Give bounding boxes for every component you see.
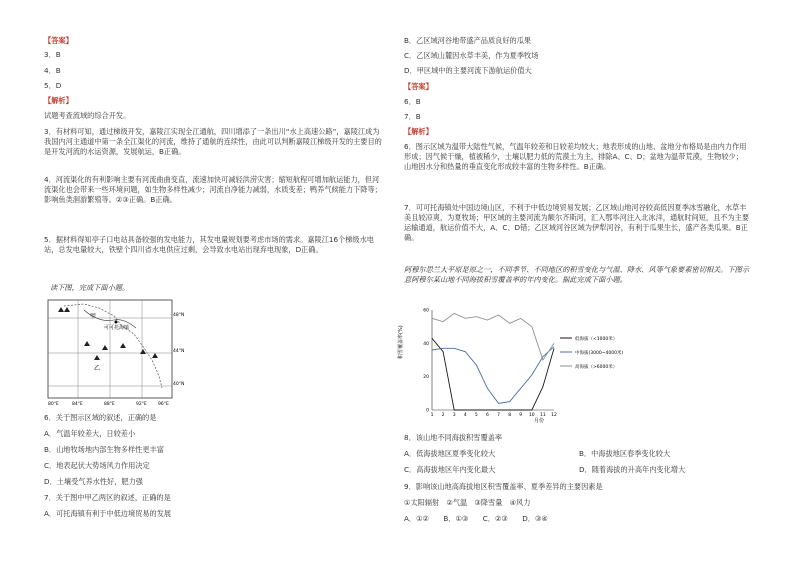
map-label-city: 可可托海镇 (104, 325, 130, 331)
x-tick-label: 7 (497, 413, 500, 418)
analysis-intro: 试题考查流域的综合开发。 (44, 111, 131, 120)
chart-lines (432, 313, 554, 410)
question-9: 9．影响该山地高海拔地区积雪覆盖率、夏季差异的主要因素是 (404, 482, 603, 491)
lon-84: 84°E (72, 402, 83, 407)
q8-option-b: B．中海拔地区春季变化较大 (579, 449, 671, 458)
x-tick-label: 12 (551, 413, 557, 418)
y-tick-label: 20 (423, 375, 429, 381)
lat-40: 40°N (173, 382, 185, 387)
q6-option-d: D．土壤受气养水性好，肥力强 (44, 477, 143, 486)
analysis-6: 6．图示区域为温带大陆性气候，气温年较差和日较差均较大；地表形成的山地、盆地分布格局是由内力作用形成；因气候干燥，植被稀少，土壤以肥力低的荒漠土为主，排除A、C、D；盆地为温带荒漠，生物较少；山地因水分和热量的垂直变化形成较丰富的生物多样性。B正确。 (404, 142, 747, 171)
lon-80: 80°E (48, 402, 59, 407)
y-tick-label: 0 (426, 408, 429, 414)
chart-ylabel: 积雪覆盖率(%) (398, 325, 404, 359)
x-tick-label: 5 (474, 413, 478, 418)
region-map (44, 298, 185, 408)
q9-options: A．①② B．①③ C．②③ D．③④ (404, 514, 548, 523)
chart-intro: 阿穆尔思兰大平原是原之一，不同季节、不同地区的积雪变化与气温、降水、风等气象要素密切相关。下图示意阿穆尔某山地不同海拔积雪覆盖率的年内变化。据此完成下面小题。 (404, 265, 750, 284)
q8-option-a: A．低海拔地区夏季变化较大 (404, 449, 496, 458)
answer-5: 5．D (44, 81, 62, 90)
question-8: 8．该山地不同海拔积雪覆盖率 (404, 433, 503, 442)
analysis-tag-2: 【解析】 (404, 127, 433, 136)
lon-92: 92°E (136, 402, 147, 407)
x-tick-label: 2 (441, 413, 445, 418)
x-tick-label: 6 (486, 413, 489, 418)
q7-option-d: D．甲区域中的主要河流下游航运价值大 (404, 66, 532, 75)
answer-tag-2: 【答案】 (404, 82, 433, 91)
analysis-7: 7．可可托海镇处中国边境山区，不利于中低边境贸易发展；乙区域山地河谷较高低因夏季冰雪融化，水草丰美且较凉爽，为夏牧场；甲区域的主要河流为额尔齐斯河，汇入鄂毕河注入北冰洋，通航时间短，且不为主要运输通道，航运价值不大，A、C、D错；乙区域河谷区域为伊犁河谷，有利于瓜果生长，盛产各类瓜果。B正确。 (404, 203, 750, 242)
y-tick-label: 60 (423, 308, 429, 314)
chart-axes (423, 308, 557, 419)
series-line (432, 338, 554, 410)
lat-48: 48°N (173, 313, 185, 318)
q8-option-c: C．高海拔地区年内变化最大 (404, 465, 496, 474)
x-tick-label: 8 (508, 413, 512, 418)
city-point (115, 321, 118, 324)
legend-label: 中海拔(3000~4000米) (575, 351, 624, 356)
analysis-tag: 【解析】 (44, 96, 73, 105)
x-tick-label: 10 (528, 413, 535, 418)
x-tick-label: 3 (452, 413, 456, 418)
chart-xlabel: 月份 (534, 418, 545, 424)
legend-label: 低海拔（<1000米） (575, 337, 618, 342)
analysis-3: 3．有材料可知，通过梯级开发，嘉陵江实现全江通航，四川增添了一条出川“水上高速公路”，嘉陵江成为我国内河主通道中第一条全江渠化的河流，维持了通航的连续性，由此可以判断嘉陵江梯级开发的主要目的是开发河流的水运资源，发展航运，B正确。 (44, 127, 382, 156)
q7-option-b: B．乙区域河谷地带盛产品质良好的瓜果 (404, 36, 532, 45)
answer-4: 4．B (44, 66, 61, 75)
map-label-yi: 乙 (94, 365, 101, 372)
q6-option-c: C．地表起伏大势场风力作用决定 (44, 461, 150, 470)
legend-label: 高海拔（>6000米） (575, 365, 618, 370)
map-label-jia: 甲 (90, 313, 97, 320)
x-tick-label: 1 (430, 413, 434, 418)
answer-6: 6．B (404, 97, 421, 106)
answer-tag: 【答案】 (44, 36, 73, 45)
question-6: 6．关于图示区域的叙述，正确的是 (44, 413, 157, 422)
lon-96: 96°E (158, 402, 169, 407)
series-line (432, 347, 554, 404)
q6-option-a: A．气温年较差大，日较差小 (44, 429, 136, 438)
x-tick-label: 9 (519, 413, 523, 418)
q7-option-c: C．乙区域山麓因水草丰美，作为夏季牧场 (404, 51, 539, 60)
answer-3: 3．B (44, 50, 61, 59)
q7-option-a: A．可托海镇有利于中低边境贸易的发展 (44, 509, 172, 518)
answer-7: 7．B (404, 112, 421, 121)
analysis-4: 4．河流渠化的有利影响主要有河流曲曲变直，流速加快可减轻洪涝灾害；缩短航程可增加航运能力，但河流渠化也会带来一些环境问题，如生物多样性减少；河流自净能力减弱，水质变差；鸭养气候能力下降等；影响鱼类洄游繁殖等。②③正确。B正确。 (44, 175, 382, 204)
lat-44: 44°N (173, 349, 185, 354)
x-tick-label: 4 (463, 413, 467, 418)
q6-option-b: B．山地牧场地内部生物多样性更丰富 (44, 445, 164, 454)
analysis-5: 5．据材料得知亭子口电站具备较强的发电能力，其发电量规划要考虑市场的需求。嘉陵江16个梯级水电站，总发电量较大，铁壁个四川省水电供应过剩，会导致水电站出现弃电现象，D正确。 (44, 235, 374, 254)
question-7: 7．关于图中甲乙两区的叙述，正确的是 (44, 493, 171, 502)
x-tick-label: 11 (540, 413, 546, 418)
q9-items: ①太阳辐射 ②气温 ③降雪量 ④风力 (404, 498, 531, 507)
series-line (432, 313, 554, 360)
snow-cover-chart (398, 300, 654, 425)
instruction: 读下图，完成下面小题。 (50, 283, 130, 292)
chart-legend (560, 335, 623, 370)
lon-88: 88°E (104, 402, 115, 407)
q8-option-d: D．随着海拔的升高年内变化增大 (579, 465, 686, 474)
y-tick-label: 40 (423, 341, 429, 347)
